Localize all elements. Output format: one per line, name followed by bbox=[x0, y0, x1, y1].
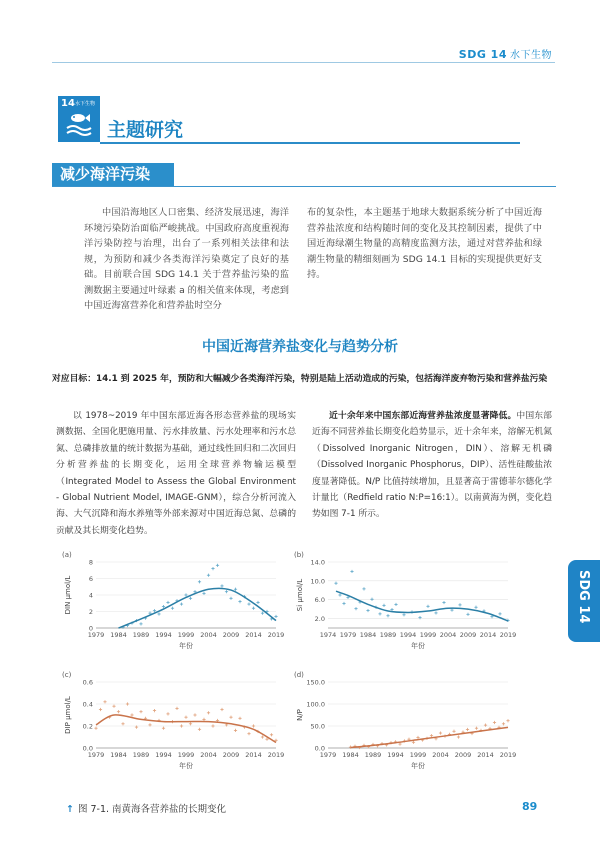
data-point bbox=[378, 612, 381, 615]
y-tick-label: 0 bbox=[88, 624, 93, 633]
x-tick-label: 1984 bbox=[342, 751, 359, 759]
x-tick-label: 2019 bbox=[267, 751, 285, 759]
x-tick-label: 1979 bbox=[87, 631, 105, 639]
x-axis-label: 年份 bbox=[179, 762, 193, 770]
theme-title: 主题研究 bbox=[107, 119, 184, 141]
data-point bbox=[198, 580, 201, 583]
x-tick-label: 2019 bbox=[499, 751, 517, 759]
data-point bbox=[430, 734, 433, 737]
data-point bbox=[442, 601, 445, 604]
data-point bbox=[416, 736, 419, 739]
data-point bbox=[220, 708, 223, 711]
x-tick-label: 2009 bbox=[454, 751, 472, 759]
running-header bbox=[459, 46, 552, 61]
data-point bbox=[207, 711, 210, 714]
data-point bbox=[390, 608, 393, 611]
x-tick-label: 1984 bbox=[359, 631, 377, 639]
arrow-up-icon: ↑ bbox=[66, 804, 74, 815]
data-point bbox=[350, 570, 353, 573]
data-point bbox=[342, 602, 345, 605]
x-tick-label: 1984 bbox=[110, 751, 127, 759]
data-point bbox=[450, 608, 453, 611]
data-point bbox=[189, 722, 192, 725]
data-point bbox=[180, 724, 183, 727]
x-tick-label: 2009 bbox=[222, 631, 240, 639]
chart-d bbox=[290, 668, 522, 787]
data-point bbox=[157, 612, 160, 615]
data-point bbox=[475, 727, 478, 730]
sdg14-tile bbox=[58, 96, 100, 142]
panel-label: (a) bbox=[62, 551, 72, 559]
tile-number: 14 bbox=[61, 98, 75, 109]
y-tick-label: 0.6 bbox=[82, 678, 93, 687]
y-tick-label: 0.0 bbox=[82, 744, 93, 753]
y-tick-label: 6.0 bbox=[314, 596, 325, 605]
x-tick-label: 2009 bbox=[459, 631, 477, 639]
y-tick-label: 150.0 bbox=[306, 678, 325, 687]
data-point bbox=[180, 602, 183, 605]
data-point bbox=[184, 593, 187, 596]
data-point bbox=[121, 722, 124, 725]
data-point bbox=[216, 564, 219, 567]
data-point bbox=[270, 733, 273, 736]
data-point bbox=[370, 598, 373, 601]
x-axis-label: 年份 bbox=[411, 762, 425, 770]
data-point bbox=[234, 588, 237, 591]
data-point bbox=[362, 587, 365, 590]
data-point bbox=[338, 593, 341, 596]
target-text: 对应目标：14.1 到 2025 年，预防和大幅减少各类海洋污染，特别是陆上活动造成的污染，包括海洋废弃物污染和营养盐污染 bbox=[52, 374, 548, 384]
panel-label: (d) bbox=[294, 671, 304, 679]
x-tick-label: 1999 bbox=[409, 751, 427, 759]
data-point bbox=[426, 605, 429, 608]
x-tick-label: 1984 bbox=[110, 631, 127, 639]
data-point bbox=[502, 722, 505, 725]
data-point bbox=[166, 712, 169, 715]
data-point bbox=[466, 728, 469, 731]
section-banner: 减少海洋污染 bbox=[52, 163, 174, 186]
data-point bbox=[334, 582, 337, 585]
data-point bbox=[238, 717, 241, 720]
x-tick-label: 2004 bbox=[200, 751, 217, 759]
data-point bbox=[261, 735, 264, 738]
y-tick-label: 14.0 bbox=[310, 558, 325, 567]
side-tab-label: SDG 14 bbox=[576, 570, 591, 624]
y-tick-label: 2.0 bbox=[314, 615, 325, 624]
x-tick-label: 1994 bbox=[155, 751, 172, 759]
x-tick-label: 1979 bbox=[319, 751, 337, 759]
x-axis-label: 年份 bbox=[179, 642, 193, 650]
data-point bbox=[274, 615, 277, 618]
data-point bbox=[220, 584, 223, 587]
data-point bbox=[184, 716, 187, 719]
data-point bbox=[139, 622, 142, 625]
y-tick-label: 2 bbox=[88, 608, 93, 616]
header-rule bbox=[52, 62, 555, 63]
x-tick-label: 2004 bbox=[439, 631, 457, 639]
y-tick-label: 0.0 bbox=[314, 744, 325, 753]
x-tick-label: 2009 bbox=[222, 751, 240, 759]
x-tick-label: 2014 bbox=[245, 631, 262, 639]
data-point bbox=[238, 600, 241, 603]
data-point bbox=[439, 731, 442, 734]
x-tick-label: 2019 bbox=[267, 631, 285, 639]
theme-rule bbox=[100, 142, 520, 144]
x-tick-label: 2014 bbox=[477, 751, 494, 759]
data-point bbox=[234, 729, 237, 732]
data-point bbox=[103, 700, 106, 703]
chart-c bbox=[58, 668, 290, 787]
data-point bbox=[130, 713, 133, 716]
body-right-lead: 近十余年来中国东部近海营养盐浓度显著降低。 bbox=[329, 411, 517, 421]
data-point bbox=[211, 724, 214, 727]
data-point bbox=[252, 724, 255, 727]
fish-icon bbox=[63, 110, 95, 138]
data-point bbox=[198, 728, 201, 731]
x-axis-label: 年份 bbox=[411, 642, 425, 650]
data-point bbox=[474, 606, 477, 609]
data-point bbox=[229, 597, 232, 600]
data-point bbox=[139, 710, 142, 713]
body-right-text: 中国东部近海不同营养盐长期变化趋势显示，近十余年来，溶解无机氮（Dissolved Inorganic Nitrogen，DIN）、溶解无机磷（Dissolved Inorganic Phosphorus，DIP）、活性硅酸盐浓度显著降低。N/P 比值持续增加，且显著高于雷德菲尔德化学计量比（Redfield ratio N:P=16:1）。以南黄海为例，变化趋势如图 7-1 所示。 bbox=[312, 411, 552, 520]
data-point bbox=[94, 727, 97, 730]
y-axis-label: N/P bbox=[296, 709, 304, 721]
data-point bbox=[256, 601, 259, 604]
data-point bbox=[229, 716, 232, 719]
intro-left: 中国沿海地区人口密集、经济发展迅速，海洋环境污染防治面临严峻挑战。中国政府高度重视海洋污染防控与治理，出台了一系列相关法律和法规，为预防和减少各类海洋污染奠定了良好的基础。目前联合国 SDG 14.1 关于营养盐污染的监测数据主要通过叶绿素 a 的相关值来体现，考虑到中国近海富营养化和营养盐时空分 bbox=[84, 207, 289, 311]
header-title: SDG 14 bbox=[458, 48, 507, 61]
x-tick-label: 1979 bbox=[339, 631, 357, 639]
data-point bbox=[166, 601, 169, 604]
data-point bbox=[207, 574, 210, 577]
data-point bbox=[175, 707, 178, 710]
data-point bbox=[99, 708, 102, 711]
data-point bbox=[466, 613, 469, 616]
data-point bbox=[506, 719, 509, 722]
page-number: 89 bbox=[522, 800, 538, 813]
data-point bbox=[202, 592, 205, 595]
x-tick-label: 1989 bbox=[379, 631, 397, 639]
data-point bbox=[112, 705, 115, 708]
x-tick-label: 1974 bbox=[319, 631, 337, 639]
section-title: 中国近海营养盐变化与趋势分析 bbox=[202, 339, 398, 355]
data-point bbox=[493, 721, 496, 724]
x-tick-label: 2004 bbox=[432, 751, 449, 759]
banner-rule bbox=[52, 186, 556, 187]
x-tick-label: 1979 bbox=[87, 751, 105, 759]
chart-a bbox=[58, 548, 290, 667]
data-point bbox=[452, 730, 455, 733]
intro-right: 布的复杂性，本主题基于地球大数据系统分析了中国近海营养盐浓度和结构随时间的变化及其控制因素，提供了中国近海绿潮生物量的高精度监测方法，通过对营养盐和绿潮生物量的精细刻画为 SDG 14.1 目标的实现提供更好支持。 bbox=[307, 207, 542, 280]
y-tick-label: 8 bbox=[88, 558, 93, 567]
x-tick-label: 2014 bbox=[479, 631, 497, 639]
x-tick-label: 1989 bbox=[132, 751, 150, 759]
y-axis-label: DIP μmol/L bbox=[64, 696, 72, 734]
data-point bbox=[171, 607, 174, 610]
y-axis-label: Si μmol/L bbox=[296, 578, 304, 612]
data-point bbox=[458, 603, 461, 606]
data-point bbox=[193, 713, 196, 716]
data-point bbox=[117, 710, 120, 713]
sdg-side-tab bbox=[568, 560, 600, 642]
x-tick-label: 1999 bbox=[177, 751, 195, 759]
panel-label: (b) bbox=[294, 551, 304, 559]
x-tick-label: 1999 bbox=[177, 631, 195, 639]
body-left: 以 1978~2019 年中国东部近海各形态营养盐的现场实测数据、全国化肥施用量、污水排放量、污水处理率和污水总氮、总磷排放量的统计数据为基础，通过线性回归和二次回归分析营养盐的长期变化，运用全球营养物输运模型（Integrated Model to Assess the Global Environment - Global Nutrient Model, IMAGE-GNM），综合分析河流入海、大气沉降和海水养殖等外部来源对中国近海总氮、总磷的贡献及其长期变化趋势。 bbox=[56, 411, 296, 536]
caption-text: 图 7-1. 南黄海各营养盐的长期变化 bbox=[77, 804, 227, 815]
trend-line bbox=[96, 715, 276, 743]
y-axis-label: DIN μmol/L bbox=[64, 575, 72, 615]
data-point bbox=[153, 709, 156, 712]
tile-label: 水下生物 bbox=[75, 101, 96, 107]
panel-label: (c) bbox=[62, 671, 72, 679]
figure-caption bbox=[66, 801, 226, 815]
data-point bbox=[457, 735, 460, 738]
data-point bbox=[386, 614, 389, 617]
data-point bbox=[247, 602, 250, 605]
data-point bbox=[211, 567, 214, 570]
data-point bbox=[434, 611, 437, 614]
trend-line bbox=[351, 727, 509, 747]
y-tick-label: 10.0 bbox=[310, 577, 325, 586]
y-tick-label: 50.0 bbox=[310, 722, 325, 731]
trend-line bbox=[336, 591, 508, 621]
body-right bbox=[312, 408, 552, 523]
x-tick-label: 2019 bbox=[499, 631, 517, 639]
x-tick-label: 1994 bbox=[387, 751, 404, 759]
data-point bbox=[126, 702, 129, 705]
data-point bbox=[261, 612, 264, 615]
data-point bbox=[394, 603, 397, 606]
x-tick-label: 1994 bbox=[399, 631, 417, 639]
y-tick-label: 100.0 bbox=[306, 700, 325, 709]
data-point bbox=[247, 732, 250, 735]
data-point bbox=[189, 597, 192, 600]
x-tick-label: 1989 bbox=[364, 751, 382, 759]
x-tick-label: 1989 bbox=[132, 631, 150, 639]
chart-b bbox=[290, 548, 522, 667]
data-point bbox=[162, 727, 165, 730]
data-point bbox=[382, 604, 385, 607]
data-point bbox=[225, 590, 228, 593]
x-tick-label: 1999 bbox=[419, 631, 437, 639]
data-point bbox=[354, 607, 357, 610]
data-point bbox=[402, 613, 405, 616]
data-point bbox=[366, 609, 369, 612]
x-tick-label: 2014 bbox=[245, 751, 262, 759]
header-subtitle: 水下生物 bbox=[510, 50, 552, 61]
y-tick-label: 6 bbox=[88, 575, 93, 583]
y-tick-label: 0.2 bbox=[82, 722, 93, 731]
x-tick-label: 2004 bbox=[200, 631, 217, 639]
y-tick-label: 0.4 bbox=[82, 700, 93, 709]
y-tick-label: 4 bbox=[88, 591, 93, 600]
data-point bbox=[252, 607, 255, 610]
x-tick-label: 1994 bbox=[155, 631, 172, 639]
data-point bbox=[498, 612, 501, 615]
data-point bbox=[202, 718, 205, 721]
